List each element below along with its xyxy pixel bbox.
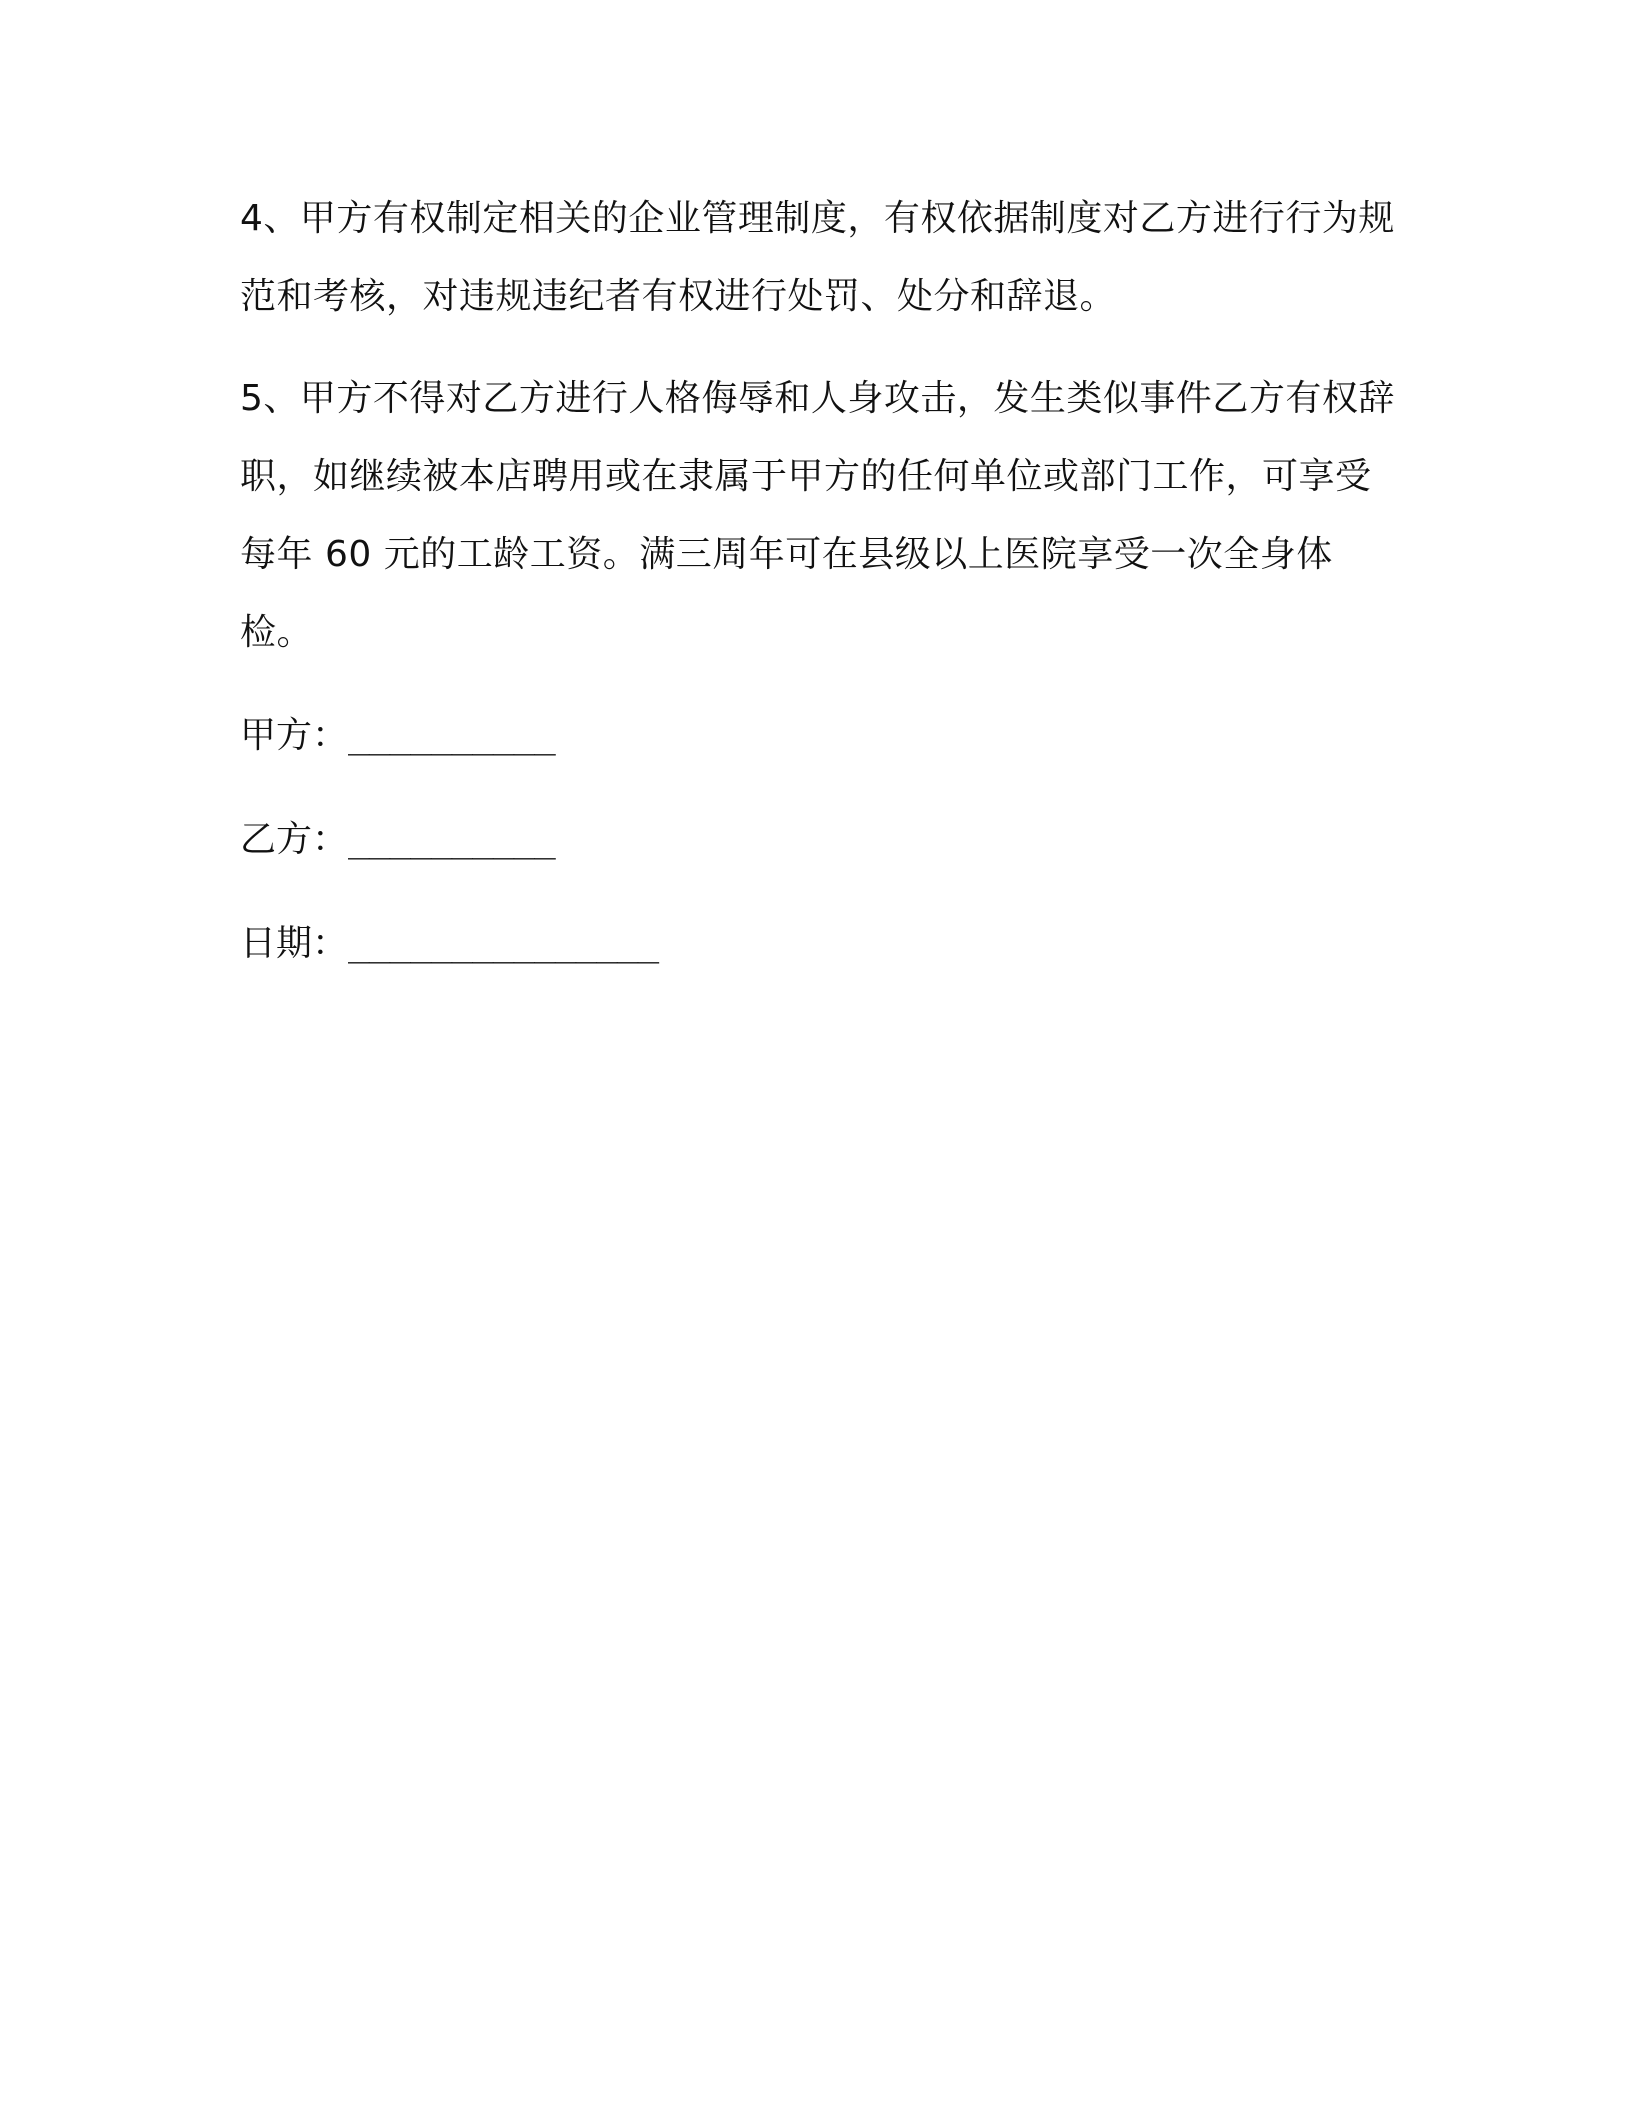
party-a-signature-line [240, 712, 555, 760]
party-a-label: 甲方： [240, 715, 349, 756]
date-blank: _______________ [348, 923, 659, 964]
clause-4-paragraph: 4、甲方有权制定相关的企业管理制度，有权依据制度对乙方进行行为规范和考核，对违规违纪者有权进行处罚、处分和辞退。 [240, 198, 1395, 317]
party-b-signature-line [240, 816, 555, 864]
clause-5-paragraph: 5、甲方不得对乙方进行人格侮辱和人身攻击，发生类似事件乙方有权辞职，如继续被本店聘用或在隶属于甲方的任何单位或部门工作，可享受每年 60 元的工龄工资。满三周年可在县级以上医院享受一次全身体检。 [240, 378, 1395, 653]
date-label: 日期： [240, 923, 349, 964]
party-b-label: 乙方： [240, 819, 349, 860]
party-b-blank: __________ [348, 819, 555, 860]
party-a-blank: __________ [348, 715, 555, 756]
date-signature-line [240, 920, 658, 968]
